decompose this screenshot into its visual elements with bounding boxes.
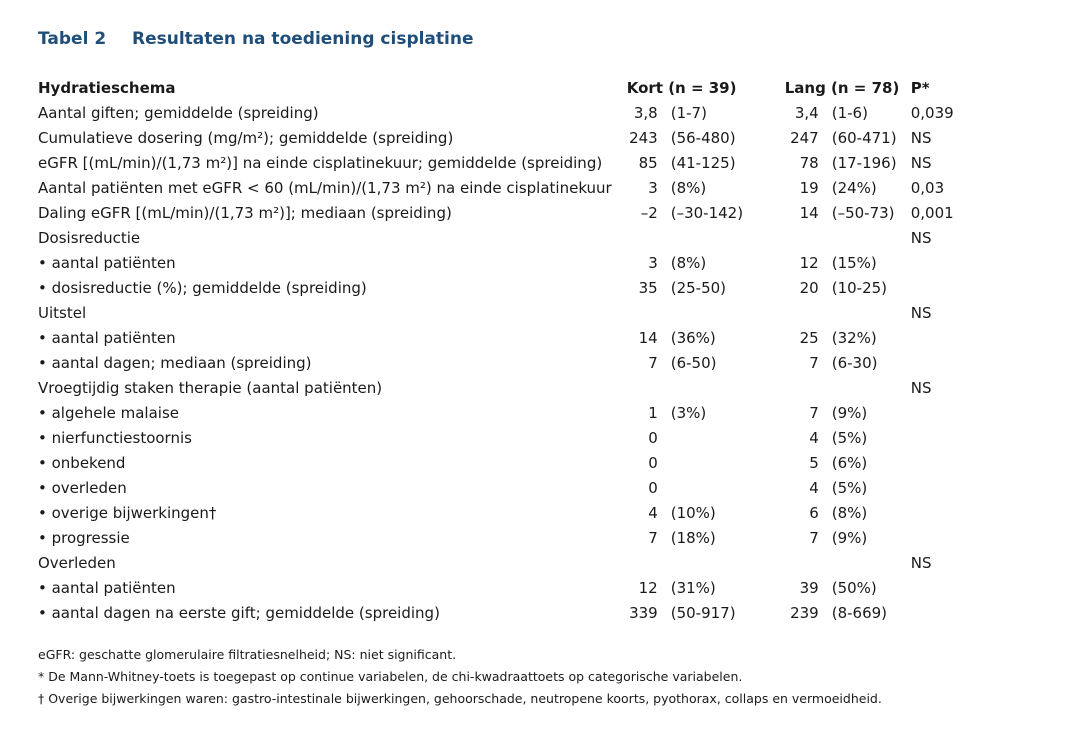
row-label: • aantal dagen na eerste gift; gemiddelde (spreiding) [38, 604, 440, 622]
kort-value: 7 [648, 354, 658, 372]
footnote: * De Mann-Whitney-toets is toegepast op continue variabelen, de chi-kwadraattoets op categorische variabelen. [38, 669, 743, 684]
p-value: NS [910, 229, 932, 247]
lang-value: 20 [799, 279, 819, 297]
p-value [911, 401, 1011, 426]
table-row [38, 176, 1011, 201]
table-row [38, 551, 1011, 576]
kort-spread: (41-125) [670, 154, 736, 172]
row-label: • overige bijwerkingen† [38, 504, 217, 522]
row-label: • algehele malaise [38, 404, 179, 422]
row-label: Aantal giften; gemiddelde (spreiding) [38, 104, 319, 122]
lang-value [774, 226, 819, 251]
lang-spread [819, 301, 911, 326]
kort-spread: (6-50) [670, 354, 717, 372]
lang-value: 4 [809, 479, 819, 497]
row-label: Vroegtijdig staken therapie (aantal patiënten) [38, 379, 383, 397]
lang-value: 7 [809, 354, 819, 372]
row-label: Dosisreductie [38, 229, 141, 247]
kort-spread [658, 226, 774, 251]
kort-value: 4 [648, 504, 658, 522]
p-value [911, 576, 1011, 601]
row-label: • aantal dagen; mediaan (spreiding) [38, 354, 312, 372]
kort-value: 7 [648, 529, 658, 547]
kort-value: 3 [648, 179, 658, 197]
row-label: • onbekend [38, 454, 126, 472]
lang-value: 78 [799, 154, 819, 172]
footnote: † Overige bijwerkingen waren: gastro-intestinale bijwerkingen, gehoorschade, neutropene koorts, pyothorax, collaps en vermoeidheid. [38, 691, 882, 706]
kort-spread: (10%) [670, 504, 716, 522]
lang-spread: (9%) [831, 529, 868, 547]
table-row [38, 601, 1011, 626]
row-label: • dosisreductie (%); gemiddelde (spreiding) [38, 279, 367, 297]
kort-spread: (31%) [670, 579, 716, 597]
lang-spread [819, 551, 911, 576]
results-table [38, 76, 1011, 626]
lang-spread: (17-196) [831, 154, 897, 172]
kort-value: 243 [629, 129, 658, 147]
header-kort: Kort (n = 39) [626, 79, 737, 97]
table-row [38, 526, 1011, 551]
p-value [911, 601, 1011, 626]
table-row [38, 451, 1011, 476]
kort-spread: (18%) [670, 529, 716, 547]
header-lang: Lang (n = 78) [784, 79, 900, 97]
table-row [38, 251, 1011, 276]
lang-value: 39 [799, 579, 819, 597]
row-label: Daling eGFR [(mL/min)/(1,73 m²)]; mediaan (spreiding) [38, 204, 452, 222]
lang-value: 6 [809, 504, 819, 522]
lang-spread: (10-25) [831, 279, 888, 297]
p-value [911, 426, 1011, 451]
lang-spread: (5%) [831, 479, 868, 497]
header-p: P* [910, 79, 930, 97]
lang-spread: (50%) [831, 579, 877, 597]
lang-value [774, 551, 819, 576]
kort-spread [658, 476, 774, 501]
lang-value [774, 376, 819, 401]
table-row [38, 276, 1011, 301]
lang-value: 25 [799, 329, 819, 347]
lang-value: 4 [809, 429, 819, 447]
lang-spread: (5%) [831, 429, 868, 447]
table-row [38, 126, 1011, 151]
p-value [911, 326, 1011, 351]
row-label: Aantal patiënten met eGFR < 60 (mL/min)/(1,73 m²) na einde cisplatinekuur [38, 179, 612, 197]
kort-value: 3,8 [633, 104, 658, 122]
kort-spread: (8%) [670, 179, 707, 197]
kort-spread [658, 551, 774, 576]
kort-value: 3 [648, 254, 658, 272]
kort-value: 35 [638, 279, 658, 297]
kort-value: 1 [648, 404, 658, 422]
table-row [38, 376, 1011, 401]
lang-value: 12 [799, 254, 819, 272]
row-label: • aantal patiënten [38, 579, 176, 597]
kort-spread: (1-7) [670, 104, 707, 122]
kort-spread: (36%) [670, 329, 716, 347]
lang-value: 7 [809, 529, 819, 547]
p-value: NS [910, 154, 932, 172]
kort-value: –2 [640, 204, 658, 222]
p-value: NS [910, 379, 932, 397]
kort-value: 0 [648, 429, 658, 447]
lang-value: 247 [790, 129, 819, 147]
p-value [911, 451, 1011, 476]
row-label: Uitstel [38, 304, 87, 322]
p-value [911, 526, 1011, 551]
kort-spread [658, 451, 774, 476]
p-value: NS [910, 304, 932, 322]
p-value: 0,001 [910, 204, 954, 222]
table-caption: Resultaten na toediening cisplatine [132, 29, 474, 49]
kort-spread [658, 426, 774, 451]
table-row [38, 576, 1011, 601]
kort-value: 0 [648, 454, 658, 472]
kort-value: 12 [638, 579, 658, 597]
table-row [38, 301, 1011, 326]
lang-spread: (8-669) [831, 604, 888, 622]
header-label: Hydratieschema [38, 79, 176, 97]
lang-spread: (8%) [831, 504, 868, 522]
row-label: • nierfunctiestoornis [38, 429, 192, 447]
row-label: • overleden [38, 479, 127, 497]
table-row [38, 401, 1011, 426]
lang-value [774, 301, 819, 326]
kort-spread [658, 376, 774, 401]
lang-spread: (32%) [831, 329, 877, 347]
lang-value: 7 [809, 404, 819, 422]
table-row [38, 151, 1011, 176]
lang-spread: (15%) [831, 254, 877, 272]
kort-value: 0 [648, 479, 658, 497]
table-row [38, 476, 1011, 501]
row-label: • progressie [38, 529, 130, 547]
row-label: Overleden [38, 554, 116, 572]
footnote: eGFR: geschatte glomerulaire filtratiesnelheid; NS: niet significant. [38, 647, 457, 662]
kort-spread [658, 301, 774, 326]
kort-spread: (50-917) [670, 604, 736, 622]
p-value [911, 351, 1011, 376]
footnotes [38, 644, 882, 710]
p-value: NS [910, 554, 932, 572]
kort-value: 339 [629, 604, 658, 622]
kort-spread: (25-50) [670, 279, 727, 297]
lang-spread: (60-471) [831, 129, 897, 147]
table-row [38, 326, 1011, 351]
kort-value: 85 [638, 154, 658, 172]
lang-value: 14 [799, 204, 819, 222]
lang-spread [819, 226, 911, 251]
p-value: NS [910, 129, 932, 147]
table-header-row [38, 76, 1011, 101]
row-label: eGFR [(mL/min)/(1,73 m²)] na einde cisplatinekuur; gemiddelde (spreiding) [38, 154, 603, 172]
kort-spread: (3%) [670, 404, 707, 422]
lang-spread: (9%) [831, 404, 868, 422]
lang-spread: (6-30) [831, 354, 878, 372]
table-row [38, 426, 1011, 451]
lang-spread: (1-6) [831, 104, 868, 122]
lang-spread: (–50-73) [831, 204, 895, 222]
p-value: 0,039 [910, 104, 954, 122]
kort-spread: (8%) [670, 254, 707, 272]
table-row [38, 501, 1011, 526]
lang-value: 5 [809, 454, 819, 472]
row-label: • aantal patiënten [38, 254, 176, 272]
kort-spread: (56-480) [670, 129, 736, 147]
table-row [38, 226, 1011, 251]
table-row [38, 101, 1011, 126]
kort-value: 14 [638, 329, 658, 347]
lang-spread: (24%) [831, 179, 877, 197]
lang-spread: (6%) [831, 454, 868, 472]
lang-value: 239 [790, 604, 819, 622]
table-row [38, 351, 1011, 376]
lang-spread [819, 376, 911, 401]
kort-value [612, 226, 658, 251]
p-value [911, 476, 1011, 501]
table-body [38, 101, 1011, 626]
lang-value: 19 [799, 179, 819, 197]
table-number: Tabel 2 [38, 29, 107, 49]
row-label: • aantal patiënten [38, 329, 176, 347]
row-label: Cumulatieve dosering (mg/m²); gemiddelde (spreiding) [38, 129, 454, 147]
kort-spread: (–30-142) [670, 204, 744, 222]
lang-value: 3,4 [794, 104, 819, 122]
p-value: 0,03 [910, 179, 945, 197]
kort-value [612, 376, 658, 401]
p-value [911, 251, 1011, 276]
p-value [911, 276, 1011, 301]
kort-value [612, 301, 658, 326]
kort-value [612, 551, 658, 576]
p-value [911, 501, 1011, 526]
table-row [38, 201, 1011, 226]
